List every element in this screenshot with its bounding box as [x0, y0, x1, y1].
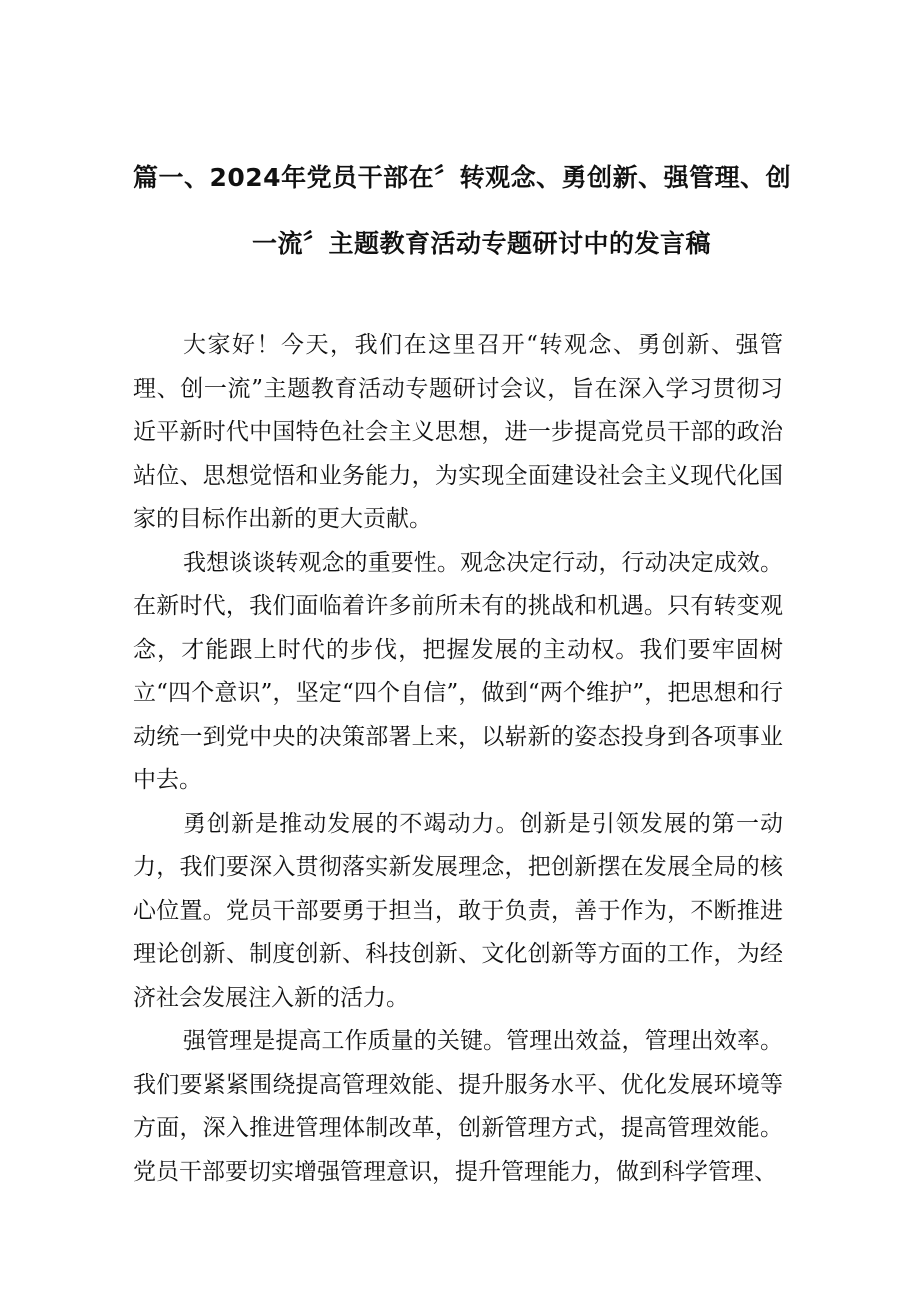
paragraph-2: 我想谈谈转观念的重要性。观念决定行动，行动决定成效。在新时代，我们面临着许多前所未有的挑战和机遇。只有转变观念，才能跟上时代的步伐，把握发展的主动权。我们要牢固树立“四个意识”，坚定“四个自信”，做到“两个维护”，把思想和行动统一到党中央的决策部署上来，以崭新的姿态投身到各项事业中去。 — [133, 549, 783, 793]
title-line-1: 篇一、2024年党员干部在〞转观念、勇创新、强管理、创 — [133, 163, 792, 192]
paragraph-3: 勇创新是推动发展的不竭动力。创新是引领发展的第一动力，我们要深入贯彻落实新发展理念，把创新摆在发展全局的核心位置。党员干部要勇于担当，敢于负责，善于作为，不断推进理论创新、制度创新、科技创新、文化创新等方面的工作，为经济社会发展注入新的活力。 — [133, 810, 783, 1011]
paragraph-4: 强管理是提高工作质量的关键。管理出效益，管理出效率。我们要紧紧围绕提高管理效能、提升服务水平、优化发展环境等方面，深入推进管理体制改革，创新管理方式，提高管理效能。党员干部要切实增强管理意识，提升管理能力，做到科学管理、 — [133, 1028, 783, 1185]
paragraph-1: 大家好！今天，我们在这里召开“转观念、勇创新、强管理、创一流”主题教育活动专题研讨会议，旨在深入学习贯彻习近平新时代中国特色社会主义思想，进一步提高党员干部的政治站位、思想觉悟和业务能力，为实现全面建设社会主义现代化国家的目标作出新的更大贡献。 — [133, 332, 783, 532]
title-line-2: 一流〞主题教育活动专题研讨中的发言稿 — [252, 229, 712, 258]
body-text — [133, 324, 783, 1194]
